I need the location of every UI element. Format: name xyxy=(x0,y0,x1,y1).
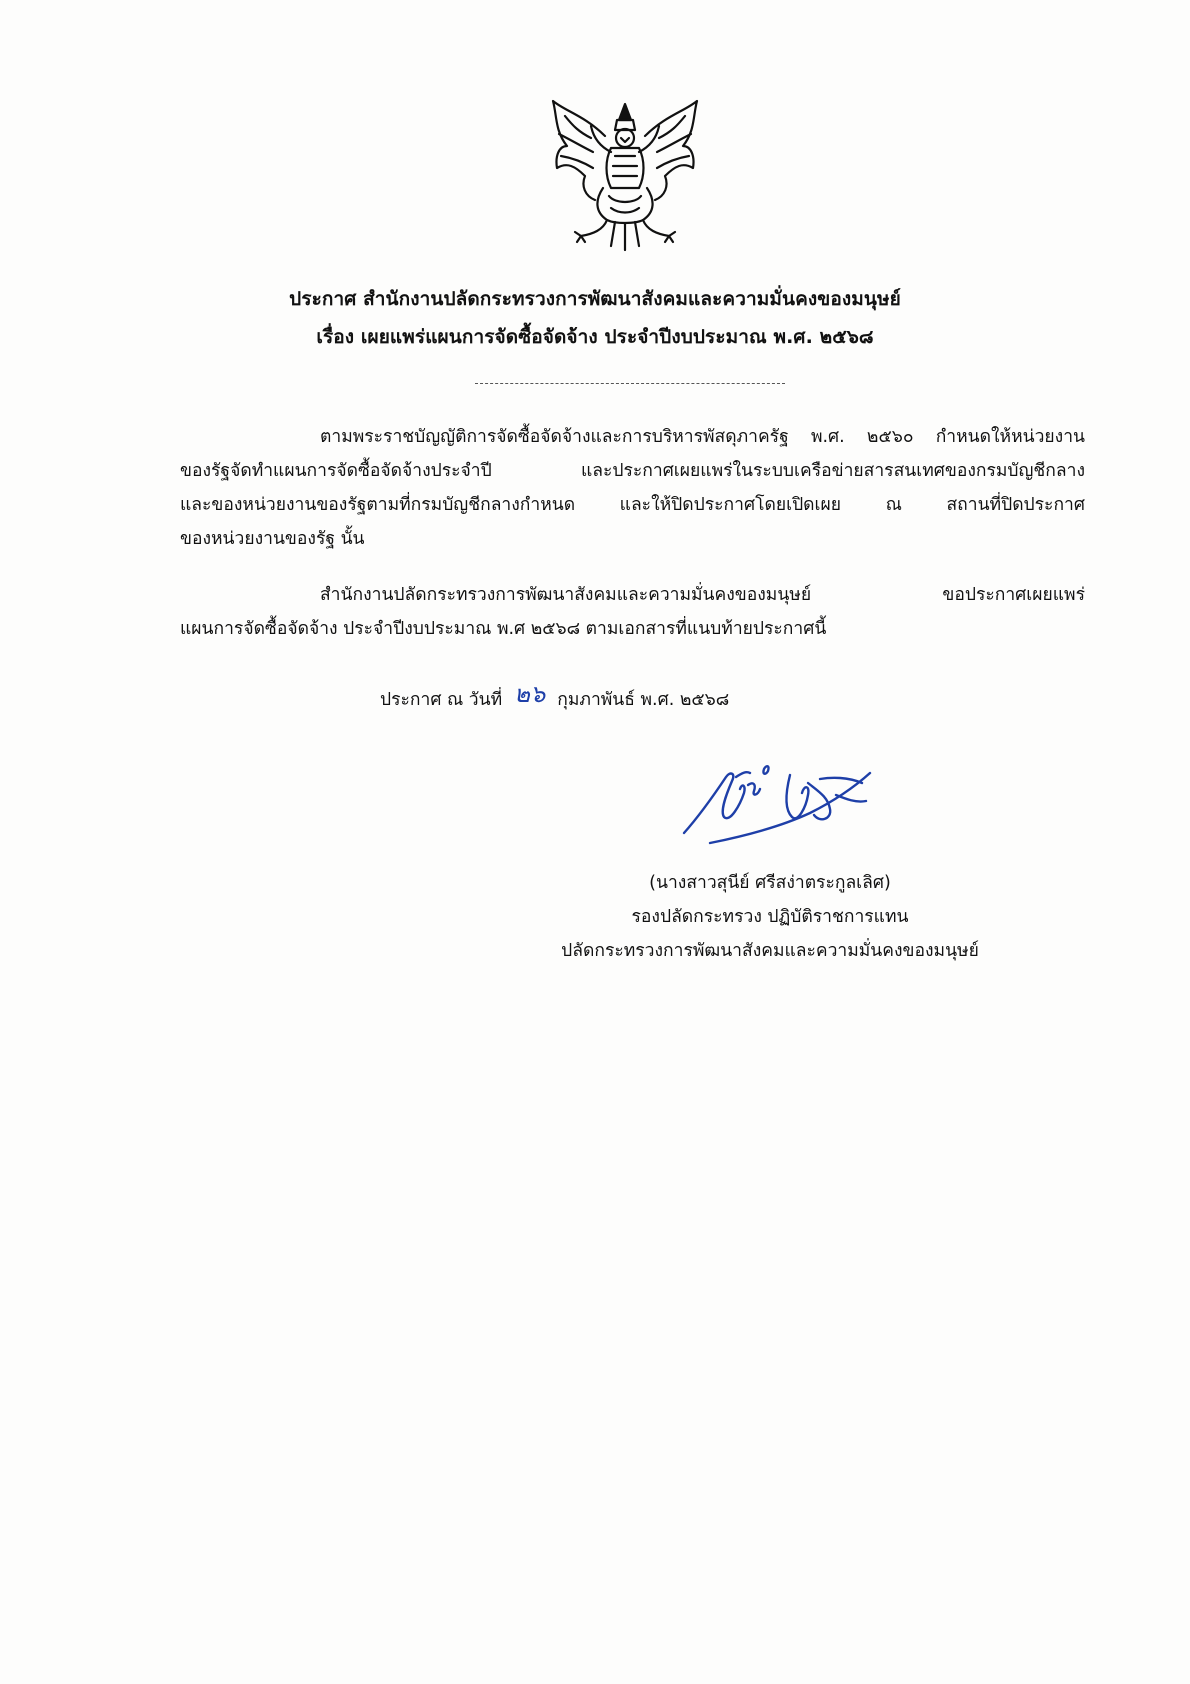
signer-block xyxy=(520,866,1020,968)
paragraph-2 xyxy=(180,578,1085,646)
paragraph-line: ของหน่วยงานของรัฐ นั้น xyxy=(180,529,365,549)
garuda-emblem-icon xyxy=(545,96,705,256)
paragraph-line: และของหน่วยงานของรัฐตามที่กรมบัญชีกลางกำหนด และให้ปิดประกาศโดยเปิดเผย ณ สถานที่ปิดประกาศ xyxy=(180,495,1085,515)
signer-name: (นางสาวสุนีย์ ศรีสง่าตระกูลเลิศ) xyxy=(649,873,891,893)
paragraph-line: ของรัฐจัดทำแผนการจัดซื้อจัดจ้างประจำปี และประกาศเผยแพร่ในระบบเครือข่ายสารสนเทศของกรมบัญชีกลาง xyxy=(180,461,1085,481)
date-day-handwritten: ๒๖ xyxy=(514,680,546,708)
date-prefix: ประกาศ ณ วันที่ xyxy=(380,690,503,710)
announcement-title xyxy=(0,280,1190,356)
announcement-date xyxy=(380,680,729,717)
title-line-2: เรื่อง เผยแพร่แผนการจัดซื้อจัดจ้าง ประจำปีงบประมาณ พ.ศ. ๒๕๖๘ xyxy=(316,326,874,348)
title-line-1: ประกาศ สำนักงานปลัดกระทรวงการพัฒนาสังคมและความมั่นคงของมนุษย์ xyxy=(289,288,901,310)
signer-position-1: รองปลัดกระทรวง ปฏิบัติราชการแทน xyxy=(631,907,909,927)
date-month-year: กุมภาพันธ์ พ.ศ. ๒๕๖๘ xyxy=(557,690,730,710)
signer-position-2: ปลัดกระทรวงการพัฒนาสังคมและความมั่นคงของมนุษย์ xyxy=(561,941,979,961)
handwritten-signature xyxy=(680,755,880,850)
divider-line xyxy=(475,383,785,384)
paragraph-line: ตามพระราชบัญญัติการจัดซื้อจัดจ้างและการบริหารพัสดุภาครัฐ พ.ศ. ๒๕๖๐ กำหนดให้หน่วยงาน xyxy=(320,427,1085,447)
paragraph-line: สำนักงานปลัดกระทรวงการพัฒนาสังคมและความมั่นคงของมนุษย์ ขอประกาศเผยแพร่ xyxy=(320,585,1085,605)
paragraph-line: แผนการจัดซื้อจัดจ้าง ประจำปีงบประมาณ พ.ศ ๒๕๖๘ ตามเอกสารที่แนบท้ายประกาศนี้ xyxy=(180,619,827,639)
paragraph-1 xyxy=(180,420,1085,556)
